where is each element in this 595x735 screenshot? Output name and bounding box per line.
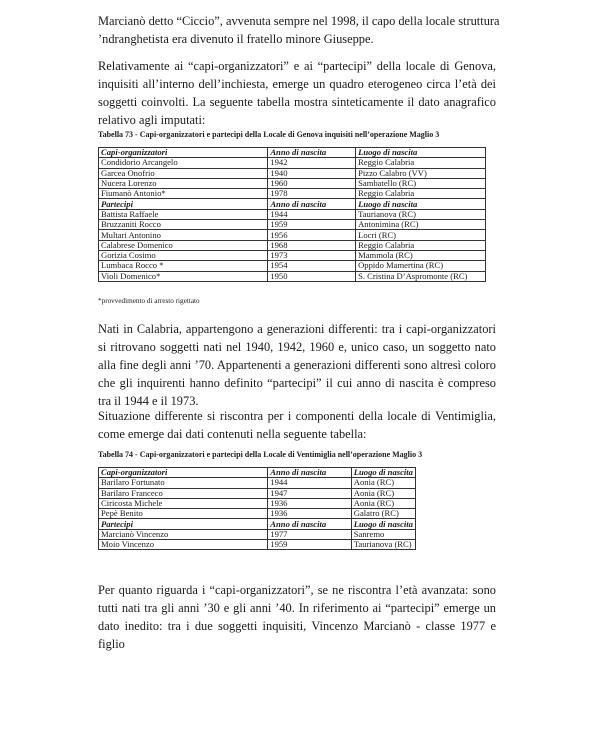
table-cell: Violi Domenico* <box>99 271 268 281</box>
table-cell: Gorizia Cosimo <box>99 250 268 260</box>
table-row <box>99 488 416 498</box>
table-cell: Barilaro Fortunato <box>99 478 268 488</box>
paragraph-genova-intro: Relativamente ai “capi-organizzatori” e ai “partecipi” della locale di Genova, inquisiti all’interno dell’inchiesta, emerge un quadro eterogeneo circa l’età dei soggetti coinvolti. La seguente tabella mostra sinteticamente il dato anagrafico relativo agli imputati: <box>98 59 496 127</box>
table-cell: Garcea Onofrio <box>99 168 268 178</box>
table-row <box>99 189 486 199</box>
table-cell: 1978 <box>268 189 356 199</box>
data-table-ventimiglia <box>98 467 416 550</box>
table-cell: 1956 <box>268 230 356 240</box>
table-caption: Tabella 74 - Capi-organizzatori e partecipi della Locale di Ventimiglia nell’operazione Maglio 3 <box>98 450 423 459</box>
table-row <box>99 168 486 178</box>
table-cell: Lumbaca Rocco * <box>99 261 268 271</box>
table-cell: 1940 <box>268 168 356 178</box>
table-cell: Pizzo Calabro (VV) <box>356 168 486 178</box>
table-header-row <box>99 199 486 209</box>
table-row <box>99 240 486 250</box>
table-cell: Aonia (RC) <box>351 488 415 498</box>
table-header-cell: Luogo di nascita <box>351 519 415 529</box>
table-cell: Mammola (RC) <box>356 250 486 260</box>
table-cell: Moio Vincenzo <box>99 540 268 550</box>
table-cell: Ciricosta Michele <box>99 498 268 508</box>
table-cell: 1959 <box>268 220 356 230</box>
table-header-cell: Luogo di nascita <box>356 199 486 209</box>
table-header-cell: Luogo di nascita <box>351 468 415 478</box>
table-cell: 1960 <box>268 178 356 188</box>
table-row <box>99 230 486 240</box>
table-cell: 1944 <box>268 209 356 219</box>
table-cell: Taurianova (RC) <box>351 540 415 550</box>
table-row <box>99 478 416 488</box>
table-cell: Battista Raffaele <box>99 209 268 219</box>
data-table-genova <box>98 147 486 282</box>
table-cell: 1936 <box>268 509 351 519</box>
table-cell: 1944 <box>268 478 351 488</box>
table-row <box>99 509 416 519</box>
table-cell: Nucera Lorenzo <box>99 178 268 188</box>
table-cell: 1954 <box>268 261 356 271</box>
table-cell: Multari Antonino <box>99 230 268 240</box>
table-cell: Barilaro Franceco <box>99 488 268 498</box>
table-cell: Pepè Benito <box>99 509 268 519</box>
table-cell: 1959 <box>268 540 351 550</box>
paragraph-genova-analysis: Nati in Calabria, appartengono a generazioni differenti: tra i capi-organizzatori si ritrovano soggetti nati nel 1940, 1942, 1960 e, unico caso, un soggetto nato alla fine degli anni ’70. Appartenenti a generazioni differenti sono altresì coloro che gli inquirenti hanno definito “partecipi” il cui anno di nascita è compreso tra il 1944 e il 1973. <box>98 322 496 408</box>
table-cell: 1977 <box>268 529 351 539</box>
table-cell: Marcianò Vincenzo <box>99 529 268 539</box>
table-cell: Aonia (RC) <box>351 478 415 488</box>
table-footnote: *provvedimento di arresto rigettato <box>98 297 200 305</box>
table-row <box>99 261 486 271</box>
paragraph-ventimiglia-intro: Situazione differente si riscontra per i componenti della locale di Ventimiglia, come emerge dai dati contenuti nella seguente tabella: <box>98 409 496 441</box>
table-cell: 1968 <box>268 240 356 250</box>
table-header-cell: Luogo di nascita <box>356 148 486 158</box>
table-cell: Antonimina (RC) <box>356 220 486 230</box>
table-cell: Sanremo <box>351 529 415 539</box>
table-cell: Condidorio Arcangelo <box>99 158 268 168</box>
table-cell: Bruzzaniti Rocco <box>99 220 268 230</box>
table-header-cell: Anno di nascita <box>268 199 356 209</box>
table-cell: Reggio Calabria <box>356 240 486 250</box>
table-cell: Calabrese Domenico <box>99 240 268 250</box>
table-header-cell: Capi-organizzatori <box>99 148 268 158</box>
table-header-cell: Anno di nascita <box>268 148 356 158</box>
table-row <box>99 529 416 539</box>
paragraph-line: ’ndranghetista era divenuto il fratello minore Giuseppe. <box>98 32 374 46</box>
table-row <box>99 271 486 281</box>
table-cell: 1947 <box>268 488 351 498</box>
table-cell: Galatro (RC) <box>351 509 415 519</box>
table-row <box>99 178 486 188</box>
paragraph-line: Marcianò detto “Ciccio”, avvenuta sempre nel 1998, il capo della locale struttura <box>98 14 500 28</box>
table-caption: Tabella 73 - Capi-organizzatori e partecipi della Locale di Genova inquisiti nell’operazione Maglio 3 <box>98 130 440 139</box>
table-cell: Sambatello (RC) <box>356 178 486 188</box>
table-cell: 1950 <box>268 271 356 281</box>
table-header-cell: Partecipi <box>99 519 268 529</box>
table-cell: Fiumanò Antonio* <box>99 189 268 199</box>
table-row <box>99 250 486 260</box>
table-cell: 1942 <box>268 158 356 168</box>
table-cell: 1936 <box>268 498 351 508</box>
table-header-cell: Partecipi <box>99 199 268 209</box>
paragraph-ventimiglia-analysis: Per quanto riguarda i “capi-organizzatori”, se ne riscontra l’età avanzata: sono tutti nati tra gli anni ’30 e gli anni ’40. In riferimento ai “partecipi” emerge un dato inedito: tra i due soggetti inquisiti, Vincenzo Marcianò - classe 1977 e figlio <box>98 583 496 651</box>
table-cell: Locri (RC) <box>356 230 486 240</box>
table-header-cell: Anno di nascita <box>268 519 351 529</box>
table-cell: Reggio Calabria <box>356 158 486 168</box>
table-header-cell: Capi-organizzatori <box>99 468 268 478</box>
table-header-cell: Anno di nascita <box>268 468 351 478</box>
table-header-row <box>99 148 486 158</box>
table-header-row <box>99 468 416 478</box>
table-cell: S. Cristina D’Aspromonte (RC) <box>356 271 486 281</box>
table-cell: Oppido Mamertina (RC) <box>356 261 486 271</box>
table-row <box>99 498 416 508</box>
table-cell: Reggio Calabria <box>356 189 486 199</box>
table-header-row <box>99 519 416 529</box>
table-row <box>99 158 486 168</box>
table-row <box>99 540 416 550</box>
table-row <box>99 220 486 230</box>
table-cell: 1973 <box>268 250 356 260</box>
table-row <box>99 209 486 219</box>
table-cell: Aonia (RC) <box>351 498 415 508</box>
table-cell: Taurianova (RC) <box>356 209 486 219</box>
